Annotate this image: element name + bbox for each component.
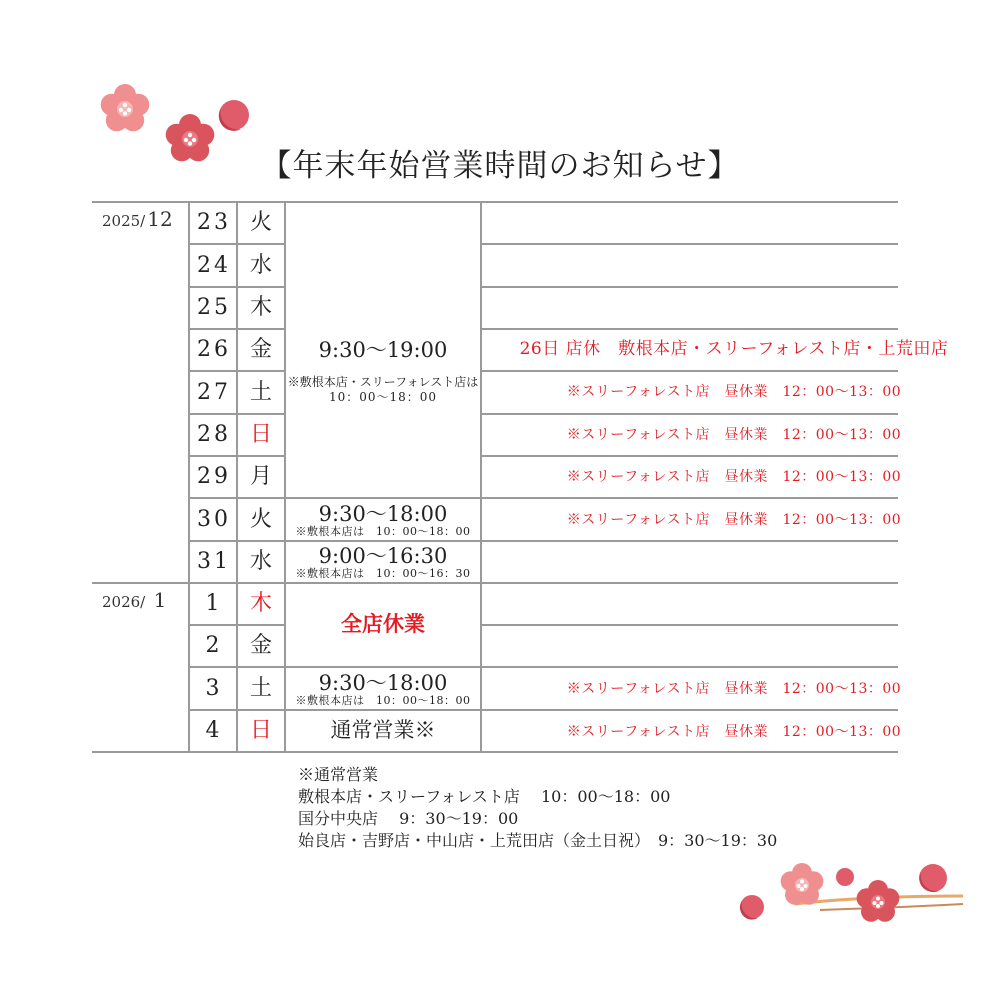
day-of-week: 火 xyxy=(249,507,272,532)
hours-main: 9:30～18:00 xyxy=(318,502,448,526)
row-divider xyxy=(190,413,286,415)
row-divider xyxy=(190,328,286,330)
hours-4 xyxy=(286,720,480,741)
year-label: 2026/ xyxy=(102,593,146,611)
day-number: 25 xyxy=(197,295,231,320)
month-number: 12 xyxy=(147,207,173,231)
day-number: 3 xyxy=(205,676,223,701)
row-divider xyxy=(190,540,898,542)
lunch-break-notice: ※スリーフォレスト店 昼休業 12：00～13：00 xyxy=(566,724,902,740)
day-number: 24 xyxy=(197,253,231,278)
lunch-break-notice: ※スリーフォレスト店 昼休業 12：00～13：00 xyxy=(566,681,902,697)
day-number: 29 xyxy=(197,464,231,489)
day-number: 27 xyxy=(197,380,231,405)
hours-31 xyxy=(286,546,480,579)
hours-block-23-29 xyxy=(286,340,480,405)
row-divider xyxy=(190,497,898,499)
year-label: 2025/ xyxy=(102,212,146,230)
row-divider xyxy=(482,455,898,457)
hours-main: 9:30～18:00 xyxy=(318,671,448,695)
page-title: 【年末年始営業時間のお知らせ】 xyxy=(260,148,740,184)
day-of-week: 日 xyxy=(249,718,272,743)
day-of-week: 金 xyxy=(249,633,272,658)
day-number: 28 xyxy=(197,422,231,447)
lunch-break-notice: ※スリーフォレスト店 昼休業 12：00～13：00 xyxy=(566,469,902,485)
column-divider xyxy=(480,201,482,753)
hours-main: 9:00～16:30 xyxy=(318,544,448,568)
month-divider xyxy=(92,582,898,584)
day-of-week: 水 xyxy=(249,253,272,278)
row-divider xyxy=(482,413,898,415)
day-of-week: 月 xyxy=(249,464,272,489)
row-divider xyxy=(482,328,898,330)
regular-hours-footnote xyxy=(298,764,777,852)
day-of-week: 水 xyxy=(249,549,272,574)
column-divider xyxy=(284,201,286,753)
day-number: 4 xyxy=(205,718,223,743)
day-number: 31 xyxy=(197,549,231,574)
all-stores-closed: 全店休業 xyxy=(341,612,425,636)
table-border-bottom xyxy=(92,751,898,753)
footnote-line: 国分中央店 9：30～19：00 xyxy=(298,809,519,828)
store-closed-notice: 26日 店休 敷根本店・スリーフォレスト店・上荒田店 xyxy=(519,339,949,359)
row-divider xyxy=(190,370,286,372)
day-number: 30 xyxy=(197,507,231,532)
lunch-break-notice: ※スリーフォレスト店 昼休業 12：00～13：00 xyxy=(566,512,902,528)
hours-3 xyxy=(286,673,480,706)
day-number: 26 xyxy=(197,337,231,362)
hours-main: 9:30～19:00 xyxy=(318,338,448,362)
day-of-week: 土 xyxy=(249,380,272,405)
month-number: 1 xyxy=(147,588,167,612)
hours-30 xyxy=(286,504,480,537)
lunch-break-notice: ※スリーフォレスト店 昼休業 12：00～13：00 xyxy=(566,384,902,400)
hours-note: 10：00～18：00 xyxy=(328,390,438,404)
row-divider xyxy=(190,666,898,668)
row-divider xyxy=(482,243,898,245)
row-divider xyxy=(482,624,898,626)
day-number: 23 xyxy=(197,210,231,235)
table-border-top xyxy=(92,201,898,203)
day-of-week: 金 xyxy=(249,337,272,362)
row-divider xyxy=(190,624,286,626)
day-of-week: 日 xyxy=(249,422,272,447)
day-number: 1 xyxy=(205,591,223,616)
hours-main: 通常営業※ xyxy=(330,718,436,742)
lunch-break-notice: ※スリーフォレスト店 昼休業 12：00～13：00 xyxy=(566,427,902,443)
hours-note: ※敷根本店・スリーフォレスト店は xyxy=(287,375,479,389)
row-divider xyxy=(190,243,286,245)
row-divider xyxy=(482,370,898,372)
footnote-line: 始良店・吉野店・中山店・上荒田店（金土日祝） 9：30～19：30 xyxy=(298,831,778,850)
day-of-week: 土 xyxy=(249,676,272,701)
day-of-week: 木 xyxy=(249,591,272,616)
hours-sub: ※敷根本店は 10：00～18：00 xyxy=(295,525,471,538)
day-of-week: 木 xyxy=(249,295,272,320)
row-divider xyxy=(190,286,286,288)
day-of-week: 火 xyxy=(249,210,272,235)
footnote-line: 敷根本店・スリーフォレスト店 10：00～18：00 xyxy=(298,787,671,806)
row-divider xyxy=(482,286,898,288)
month-label-2026-1 xyxy=(102,588,166,612)
hours-sub: ※敷根本店は 10：00～18：00 xyxy=(295,694,471,707)
row-divider xyxy=(190,455,286,457)
row-divider xyxy=(190,709,898,711)
hours-sub: ※敷根本店は 10：00～16：30 xyxy=(295,567,471,580)
month-label-2025-12 xyxy=(102,207,173,231)
footnote-line: ※通常営業 xyxy=(298,765,379,784)
day-number: 2 xyxy=(205,633,223,658)
